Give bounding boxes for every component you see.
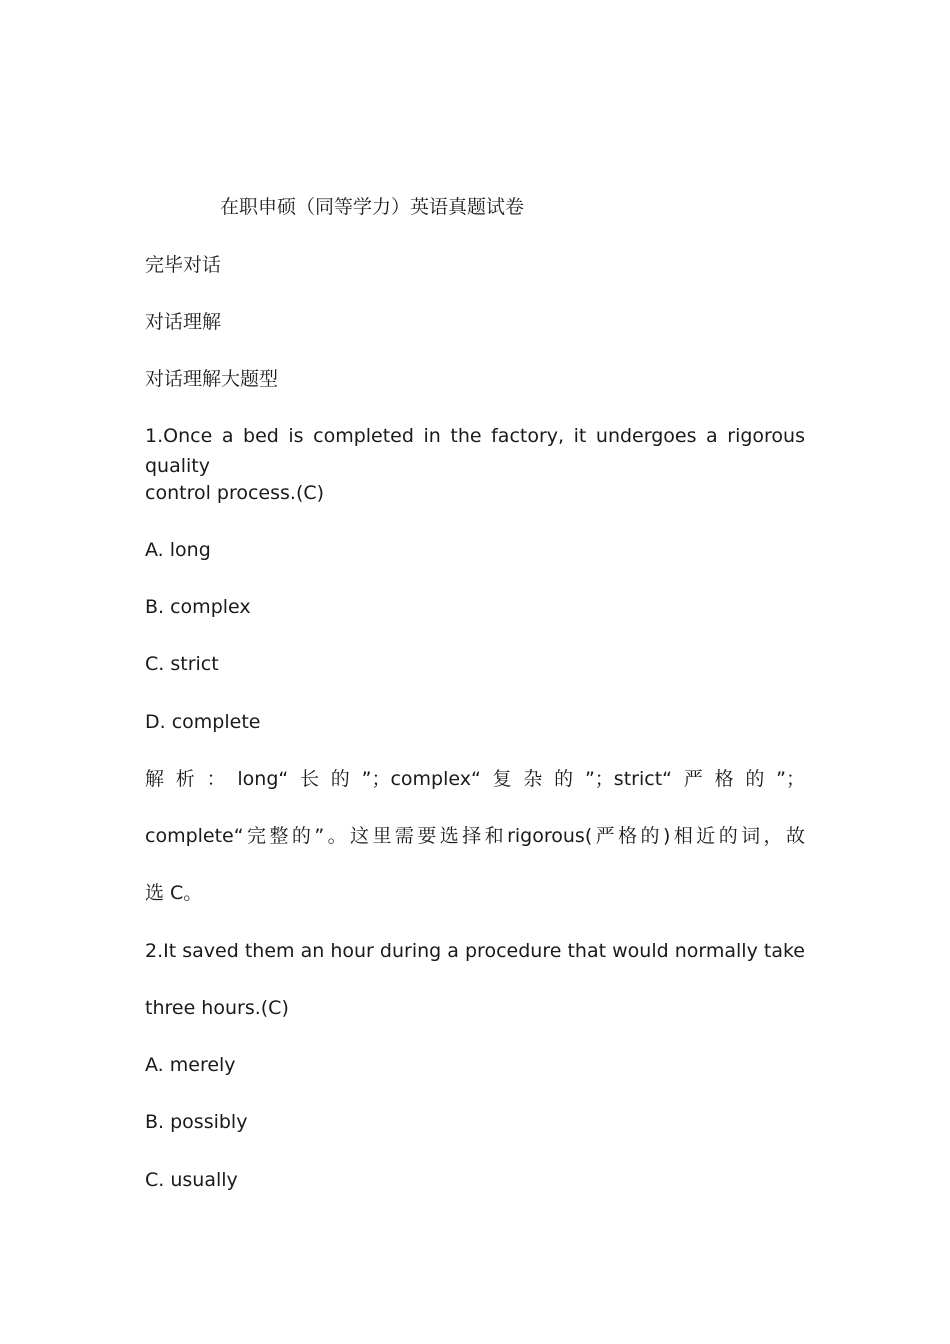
question-1-option-d: D. complete	[145, 711, 261, 733]
question-2-option-a: A. merely	[145, 1054, 236, 1076]
document-title: 在职申硕（同等学力）英语真题试卷	[220, 196, 525, 218]
question-2-text-line-2: three hours.(C)	[145, 997, 289, 1019]
question-2-option-b: B. possibly	[145, 1111, 248, 1133]
question-1-option-b: B. complex	[145, 596, 251, 618]
section-heading-complete-dialogue: 完毕对话	[145, 254, 222, 276]
question-1-analysis-line-2: complete“完整的”。这里需要选择和rigorous(严格的)相近的词，故	[145, 825, 805, 847]
question-2-option-c: C. usually	[145, 1169, 238, 1191]
section-heading-question-type: 对话理解大题型	[145, 368, 279, 390]
question-1-text-line-1: 1.Once a bed is completed in the factory, it undergoes a rigorous quality	[145, 425, 805, 477]
question-1-option-a: A. long	[145, 539, 211, 561]
question-1-option-c: C. strict	[145, 653, 219, 675]
question-1-analysis-line-1: 解析：long“长的”；complex“复杂的”；strict“严格的”；	[145, 768, 805, 790]
question-1-text-line-2: control process.(C)	[145, 482, 325, 504]
section-heading-dialogue-comprehension: 对话理解	[145, 311, 222, 333]
question-1-analysis-line-3: 选 C。	[145, 882, 203, 904]
question-2-text-line-1: 2.It saved them an hour during a procedure that would normally take	[145, 940, 805, 962]
